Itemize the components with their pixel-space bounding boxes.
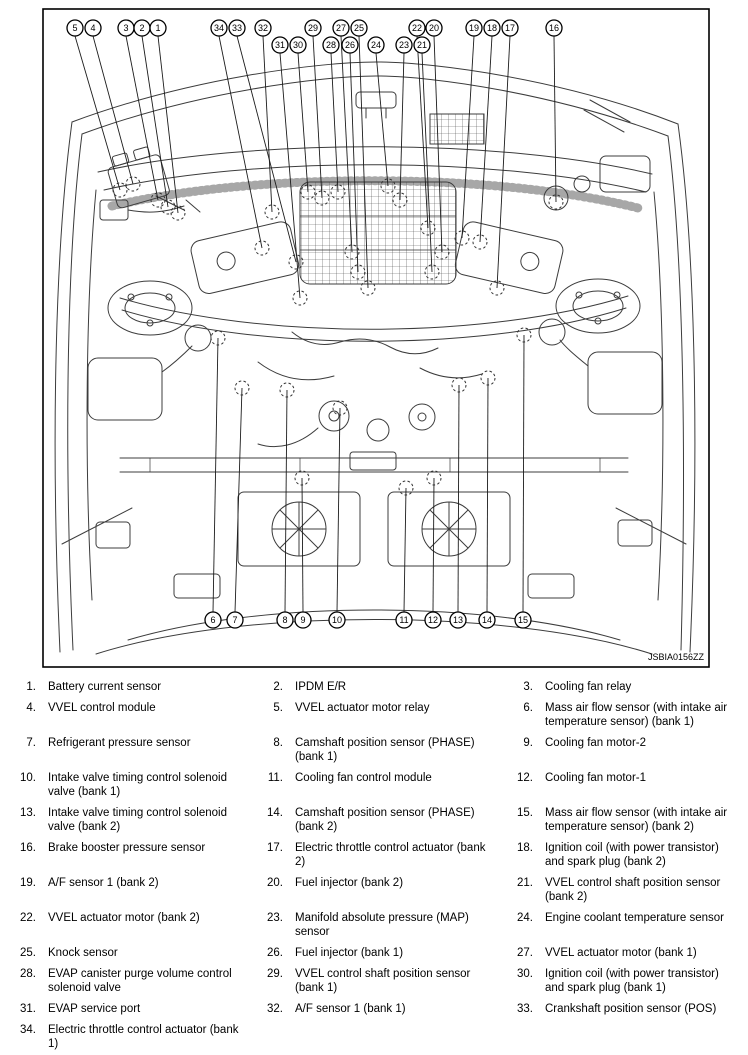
- callout-number-3: 3: [123, 23, 129, 34]
- callout-number-23: 23: [398, 40, 410, 51]
- callout-number-17: 17: [504, 23, 516, 34]
- legend-item-label: Brake booster pressure sensor: [48, 842, 206, 854]
- legend-item-label: VVEL control shaft position sensor (bank 1): [295, 968, 471, 994]
- legend-item-2: [257, 680, 507, 694]
- legend-item-3: [507, 680, 744, 694]
- legend-item-label: Fuel injector (bank 2): [295, 877, 404, 889]
- legend-item-31: [10, 1002, 257, 1016]
- legend-item-number: 10.: [20, 772, 36, 784]
- legend-item-8: [257, 736, 507, 764]
- legend-item-number: 9.: [523, 737, 533, 749]
- legend-item-number: 4.: [26, 702, 36, 714]
- legend-item-16: [10, 841, 257, 869]
- legend-item-number: 19.: [20, 877, 36, 889]
- legend-item-label: Mass air flow sensor (with intake air temperature sensor) (bank 2): [545, 807, 728, 833]
- legend-item-number: 13.: [20, 807, 36, 819]
- legend-item-number: 1.: [26, 681, 36, 693]
- legend-item-6: [507, 701, 744, 729]
- legend-item-number: 23.: [267, 912, 283, 924]
- legend-item-number: 12.: [517, 772, 533, 784]
- callout-number-5: 5: [72, 23, 78, 34]
- legend-item-number: 21.: [517, 877, 533, 889]
- legend-item-number: 11.: [267, 772, 283, 784]
- legend-item-number: 24.: [517, 912, 533, 924]
- legend-item-number: 8.: [273, 737, 283, 749]
- legend-item-number: 15.: [517, 807, 533, 819]
- callout-number-19: 19: [468, 23, 480, 34]
- legend-item-label: Cooling fan relay: [545, 681, 632, 693]
- callout-number-12: 12: [427, 615, 439, 626]
- legend-item-label: VVEL actuator motor (bank 1): [545, 947, 697, 959]
- legend-item-number: 27.: [517, 947, 533, 959]
- callout-number-10: 10: [331, 615, 343, 626]
- legend-item-label: Ignition coil (with power transistor) and spark plug (bank 2): [545, 842, 719, 868]
- legend-item-32: [257, 1002, 507, 1016]
- callout-number-20: 20: [428, 23, 440, 34]
- callout-number-32: 32: [257, 23, 269, 34]
- legend-item-12: [507, 771, 744, 799]
- callout-number-28: 28: [325, 40, 337, 51]
- legend-item-label: Intake valve timing control solenoid valve (bank 1): [48, 772, 227, 798]
- legend-item-label: Knock sensor: [48, 947, 118, 959]
- legend-item-7: [10, 736, 257, 764]
- legend-item-label: Electric throttle control actuator (bank 1): [48, 1024, 239, 1050]
- callout-number-24: 24: [370, 40, 382, 51]
- callout-number-16: 16: [548, 23, 560, 34]
- legend-item-number: 18.: [517, 842, 533, 854]
- callout-number-33: 33: [231, 23, 243, 34]
- legend-item-number: 3.: [523, 681, 533, 693]
- legend-item-label: EVAP service port: [48, 1003, 141, 1015]
- callout-number-6: 6: [210, 615, 216, 626]
- callout-number-8: 8: [282, 615, 288, 626]
- legend-item-number: 5.: [273, 702, 283, 714]
- legend-item-number: 30.: [517, 968, 533, 980]
- legend-item-21: [507, 876, 744, 904]
- legend-item-number: 29.: [267, 968, 283, 980]
- legend-item-number: 28.: [20, 968, 36, 980]
- legend-item-9: [507, 736, 744, 764]
- legend-item-number: 26.: [267, 947, 283, 959]
- legend-item-label: Fuel injector (bank 1): [295, 947, 404, 959]
- legend-item-label: Ignition coil (with power transistor) and spark plug (bank 1): [545, 968, 719, 994]
- callout-number-30: 30: [292, 40, 304, 51]
- legend-item-label: Mass air flow sensor (with intake air temperature sensor) (bank 1): [545, 702, 728, 728]
- legend-item-number: 32.: [267, 1003, 283, 1015]
- legend-item-1: [10, 680, 257, 694]
- legend-item-18: [507, 841, 744, 869]
- legend-item-label: A/F sensor 1 (bank 2): [48, 877, 159, 889]
- legend-item-label: VVEL actuator motor (bank 2): [48, 912, 200, 924]
- callout-number-11: 11: [399, 615, 409, 626]
- legend-item-number: 25.: [20, 947, 36, 959]
- legend-item-15: [507, 806, 744, 834]
- legend-item-19: [10, 876, 257, 904]
- legend-item-26: [257, 946, 507, 960]
- legend-item-label: Engine coolant temperature sensor: [545, 912, 724, 924]
- legend-item-number: 31.: [20, 1003, 36, 1015]
- legend-item-number: 20.: [267, 877, 283, 889]
- legend-item-13: [10, 806, 257, 834]
- legend-item-label: VVEL control module: [48, 702, 156, 714]
- legend-item-number: 16.: [20, 842, 36, 854]
- legend-item-label: Electric throttle control actuator (bank 2): [295, 842, 486, 868]
- legend-item-24: [507, 911, 744, 939]
- legend-item-20: [257, 876, 507, 904]
- legend-item-4: [10, 701, 257, 729]
- legend-item-label: Crankshaft position sensor (POS): [545, 1003, 717, 1015]
- legend-item-5: [257, 701, 507, 729]
- callout-number-21: 21: [416, 40, 428, 51]
- legend-item-label: Cooling fan motor-1: [545, 772, 646, 784]
- callout-number-18: 18: [486, 23, 498, 34]
- legend-item-label: Cooling fan control module: [295, 772, 432, 784]
- callout-number-27: 27: [335, 23, 347, 34]
- legend-item-number: 33.: [517, 1003, 533, 1015]
- legend-item-11: [257, 771, 507, 799]
- legend-item-30: [507, 967, 744, 995]
- legend-item-number: 6.: [523, 702, 533, 714]
- callout-number-1: 1: [155, 23, 161, 34]
- legend-item-29: [257, 967, 507, 995]
- callout-number-34: 34: [213, 23, 225, 34]
- legend-item-number: 14.: [267, 807, 283, 819]
- legend-item-25: [10, 946, 257, 960]
- legend-item-17: [257, 841, 507, 869]
- legend-item-number: 22.: [20, 912, 36, 924]
- callout-number-25: 25: [353, 23, 365, 34]
- legend-item-label: Intake valve timing control solenoid valve (bank 2): [48, 807, 227, 833]
- callout-number-29: 29: [307, 23, 319, 34]
- callout-number-7: 7: [232, 615, 238, 626]
- legend-item-number: 7.: [26, 737, 36, 749]
- callout-number-9: 9: [300, 615, 306, 626]
- callout-number-15: 15: [517, 615, 529, 626]
- callout-number-2: 2: [139, 23, 145, 34]
- legend: [0, 672, 748, 1051]
- legend-item-label: Cooling fan motor-2: [545, 737, 646, 749]
- legend-item-14: [257, 806, 507, 834]
- callout-number-13: 13: [452, 615, 464, 626]
- legend-item-34: [10, 1023, 257, 1051]
- legend-item-22: [10, 911, 257, 939]
- legend-item-label: EVAP canister purge volume control solenoid valve: [48, 968, 232, 994]
- legend-item-label: Refrigerant pressure sensor: [48, 737, 191, 749]
- legend-item-23: [257, 911, 507, 939]
- legend-item-number: 2.: [273, 681, 283, 693]
- callout-number-14: 14: [481, 615, 493, 626]
- legend-item-label: Camshaft position sensor (PHASE) (bank 1): [295, 737, 475, 763]
- figure-code: JSBIA0156ZZ: [647, 652, 704, 662]
- legend-item-label: Battery current sensor: [48, 681, 162, 693]
- legend-item-10: [10, 771, 257, 799]
- legend-item-label: VVEL control shaft position sensor (bank 2): [545, 877, 721, 903]
- legend-item-28: [10, 967, 257, 995]
- legend-item-label: VVEL actuator motor relay: [295, 702, 430, 714]
- legend-item-label: IPDM E/R: [295, 681, 347, 693]
- legend-item-number: 17.: [267, 842, 283, 854]
- legend-item-33: [507, 1002, 744, 1016]
- callout-number-26: 26: [344, 40, 356, 51]
- legend-item-label: Manifold absolute pressure (MAP) sensor: [295, 912, 469, 938]
- legend-item-label: Camshaft position sensor (PHASE) (bank 2): [295, 807, 475, 833]
- legend-item-label: A/F sensor 1 (bank 1): [295, 1003, 406, 1015]
- callout-number-4: 4: [90, 23, 96, 34]
- legend-item-number: 34.: [20, 1024, 36, 1036]
- callout-number-22: 22: [411, 23, 423, 34]
- legend-item-27: [507, 946, 744, 960]
- callout-number-31: 31: [274, 40, 286, 51]
